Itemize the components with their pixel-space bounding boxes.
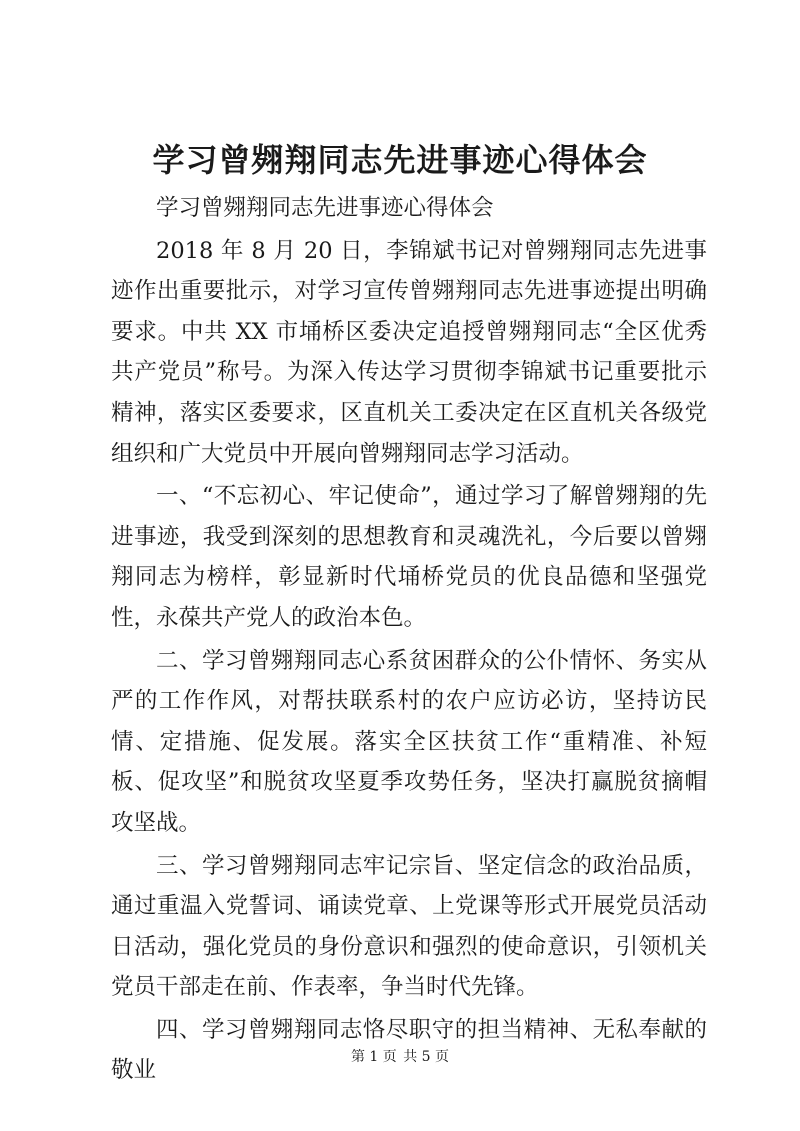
page-footer (0, 1047, 800, 1067)
paragraph-point-4: 四、学习曾翙翔同志恪尽职守的担当精神、无私奉献的敬业 (111, 1016, 707, 1084)
paragraph-point-3: 三、学习曾翙翔同志牢记宗旨、坚定信念的政治品质，通过重温入党誓词、诵读党章、上党课等形式开展党员活动日活动，强化党员的身份意识和强烈的使命意识，引领机关党员干部走在前、作表率，争当时代先锋。 (111, 852, 707, 1001)
page-total: 共 5 页 (403, 1049, 450, 1065)
paragraph-intro: 2018 年 8 月 20 日，李锦斌书记对曾翙翔同志先进事迹作出重要批示，对学习宣传曾翙翔同志先进事迹提出明确要求。中共 XX 市埇桥区委决定追授曾翙翔同志“全区优秀共产党员”称号。为深入传达学习贯彻李锦斌书记重要批示精神，落实区委要求，区直机关工委决定在区直机关各级党组织和广大党员中开展向曾翙翔同志学习活动。 (111, 237, 707, 467)
document-title: 学习曾翙翔同志先进事迹心得体会 (152, 141, 648, 179)
paragraph-point-2: 二、学习曾翙翔同志心系贫困群众的公仆情怀、务实从严的工作作风，对帮扶联系村的农户应访必访，坚持访民情、定措施、促发展。落实全区扶贫工作“重精准、补短板、促攻坚”和脱贫攻坚夏季攻势任务，坚决打赢脱贫摘帽攻坚战。 (111, 647, 707, 836)
document-body (111, 188, 707, 1093)
paragraph-point-1: 一、“不忘初心、牢记使命”，通过学习了解曾翙翔的先进事迹，我受到深刻的思想教育和灵魂洗礼，今后要以曾翙翔同志为榜样，彰显新时代埇桥党员的优良品德和坚强党性，永葆共产党人的政治本色。 (111, 483, 707, 631)
paragraph-subtitle: 学习曾翙翔同志先进事迹心得体会 (156, 195, 494, 221)
page-number: 第 1 页 (350, 1049, 397, 1065)
